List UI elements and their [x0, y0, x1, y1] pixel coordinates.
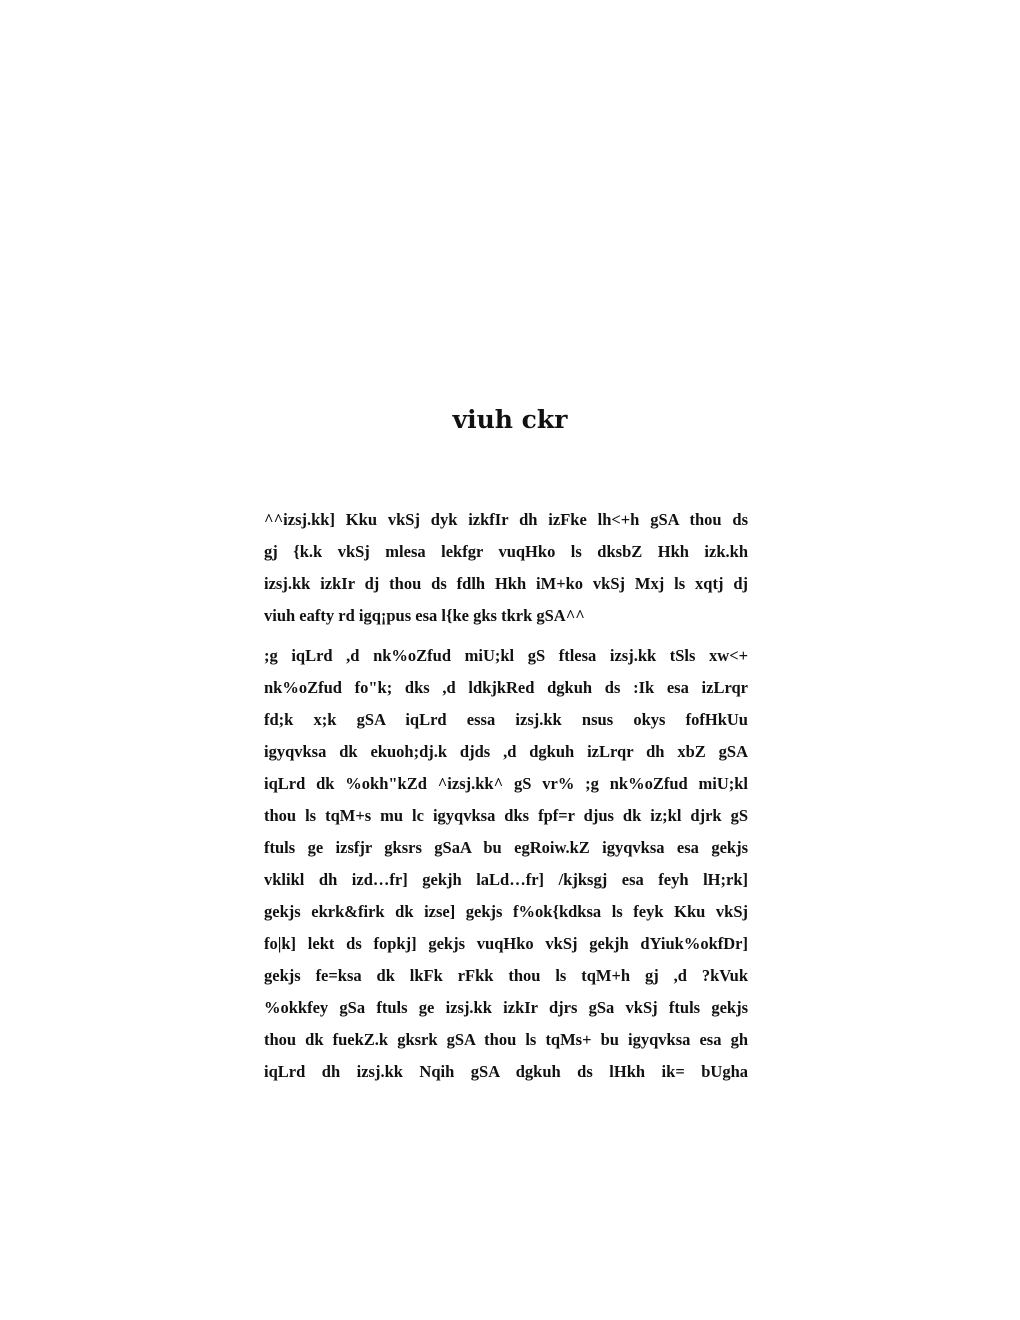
- text-line: iqLrd dh izsj.kk Nqih gSA dgkuh ds lHkh ik= bUgha: [264, 1062, 748, 1081]
- paragraph-body: [264, 640, 748, 1088]
- text-line: fd;k x;k gSA iqLrd essa izsj.kk nsus okys fofHkUu: [264, 710, 748, 729]
- text-line: %okkfey gSa ftuls ge izsj.kk izkIr djrs gSa vkSj ftuls gekjs: [264, 998, 748, 1017]
- paragraph-quote: [264, 504, 748, 632]
- text-line: thou dk fuekZ.k gksrk gSA thou ls tqMs+ bu igyqvksa esa gh: [264, 1030, 748, 1049]
- text-line: ^^izsj.kk] Kku vkSj dyk izkfIr dh izFke lh<+h gSA thou ds: [264, 510, 748, 529]
- page-title: viuh ckr: [452, 405, 568, 434]
- text-line: igyqvksa dk ekuoh;dj.k djds ,d dgkuh izLrqr dh xbZ gSA: [264, 742, 748, 761]
- text-line: vklikl dh izd…fr] gekjh laLd…fr] /kjksgj esa feyh lH;rk]: [264, 870, 748, 889]
- text-line: viuh eafty rd igq¡pus esa l{ke gks tkrk gSA^^: [264, 606, 585, 625]
- text-line: gj {k.k vkSj mlesa lekfgr vuqHko ls dksbZ Hkh izk.kh: [264, 542, 748, 561]
- text-line: iqLrd dk %okh"kZd ^izsj.kk^ gS vr% ;g nk%oZfud miU;kl: [264, 774, 748, 793]
- text-line: nk%oZfud fo"k; dks ,d ldkjkRed dgkuh ds :Ik esa izLrqr: [264, 678, 748, 697]
- text-line: gekjs ekrk&firk dk izse] gekjs f%ok{kdksa ls feyk Kku vkSj: [264, 902, 748, 921]
- text-line: gekjs fe=ksa dk lkFk rFkk thou ls tqM+h gj ,d ?kVuk: [264, 966, 748, 985]
- text-line: ;g iqLrd ,d nk%oZfud miU;kl gS ftlesa izsj.kk tSls xw<+: [264, 646, 748, 665]
- body-text: [264, 504, 748, 1096]
- text-line: thou ls tqM+s mu lc igyqvksa dks fpf=r djus dk iz;kl djrk gS: [264, 806, 748, 825]
- text-line: fo|k] lekt ds fopkj] gekjs vuqHko vkSj gekjh dYiuk%okfDr]: [264, 934, 748, 953]
- text-line: ftuls ge izsfjr gksrs gSaA bu egRoiw.kZ igyqvksa esa gekjs: [264, 838, 748, 857]
- text-line: izsj.kk izkIr dj thou ds fdlh Hkh iM+ko vkSj Mxj ls xqtj dj: [264, 574, 748, 593]
